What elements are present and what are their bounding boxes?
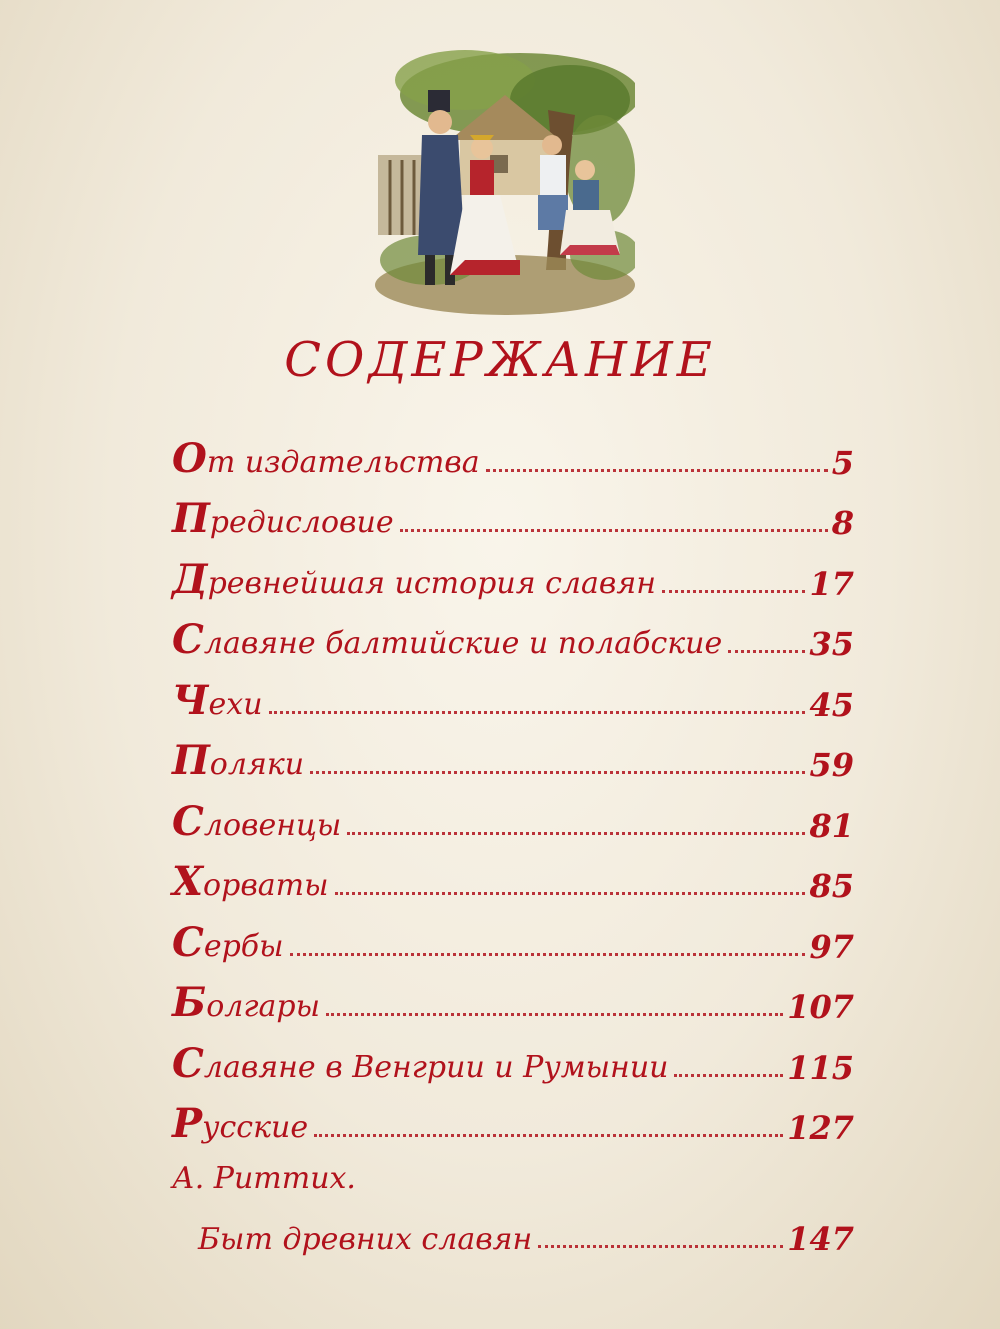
toc-page-number: 8 [831, 504, 854, 542]
toc-author-name: А. Риттих. [172, 1161, 356, 1196]
toc-entry-title: Русские [172, 1100, 309, 1147]
page-title: СОДЕРЖАНИЕ [284, 332, 716, 388]
toc-entry-title: Сербы [172, 918, 284, 966]
toc-entry-title: Словенцы [172, 797, 342, 845]
toc-page-number: 81 [809, 806, 854, 845]
toc-entry[interactable] [172, 1023, 854, 1087]
toc-entry[interactable] [172, 660, 854, 724]
toc-page-number: 107 [787, 988, 854, 1026]
toc-page-number: 59 [809, 746, 854, 784]
dot-leader [400, 529, 828, 532]
toc-entry[interactable] [172, 1084, 854, 1145]
toc-entry[interactable] [172, 418, 854, 482]
vignette-illustration [370, 40, 635, 315]
toc-entry-title: Быт древних славян [198, 1221, 533, 1257]
table-of-contents [172, 418, 854, 1258]
toc-entry-title: Древнейшая история славян [172, 555, 656, 603]
dot-leader [335, 892, 806, 895]
dot-leader [486, 469, 828, 472]
toc-entry-title: Хорваты [172, 858, 329, 905]
toc-entry[interactable] [172, 721, 854, 782]
dot-leader [538, 1245, 783, 1248]
toc-entry[interactable] [172, 600, 854, 661]
toc-entry-title: Предисловие [172, 495, 394, 542]
toc-entry-title: Болгары [172, 979, 321, 1026]
dot-leader [310, 771, 805, 774]
toc-entry-title: Чехи [172, 676, 263, 724]
toc-page-number: 147 [787, 1219, 854, 1258]
dot-leader [662, 590, 806, 593]
dot-leader [674, 1074, 783, 1077]
toc-entry[interactable] [172, 781, 854, 845]
toc-entry[interactable] [172, 963, 854, 1024]
toc-entry[interactable] [172, 479, 854, 540]
toc-author-line [172, 1144, 854, 1194]
dot-leader [326, 1013, 783, 1016]
toc-entry-title: От издательства [172, 434, 480, 482]
toc-page-number: 5 [831, 443, 854, 482]
toc-page-number: 127 [787, 1109, 854, 1147]
toc-page-number: 97 [809, 927, 854, 966]
toc-entry[interactable] [172, 842, 854, 903]
dot-leader [269, 711, 806, 714]
toc-entry[interactable] [172, 902, 854, 966]
toc-page-number: 17 [809, 564, 854, 603]
dot-leader [314, 1134, 783, 1137]
dot-leader [728, 650, 805, 653]
toc-page-number: 85 [809, 867, 854, 905]
toc-page-number: 45 [809, 685, 854, 724]
toc-page-number: 115 [787, 1048, 854, 1087]
toc-entry-title: Славяне в Венгрии и Румынии [172, 1039, 669, 1087]
toc-entry-title: Славяне балтийские и полабские [172, 616, 723, 663]
toc-entry[interactable] [172, 539, 854, 603]
toc-entry[interactable] [172, 1194, 854, 1258]
dot-leader [347, 832, 805, 835]
toc-page-number: 35 [809, 625, 854, 663]
dot-leader [290, 953, 806, 956]
toc-entry-title: Поляки [172, 737, 305, 784]
